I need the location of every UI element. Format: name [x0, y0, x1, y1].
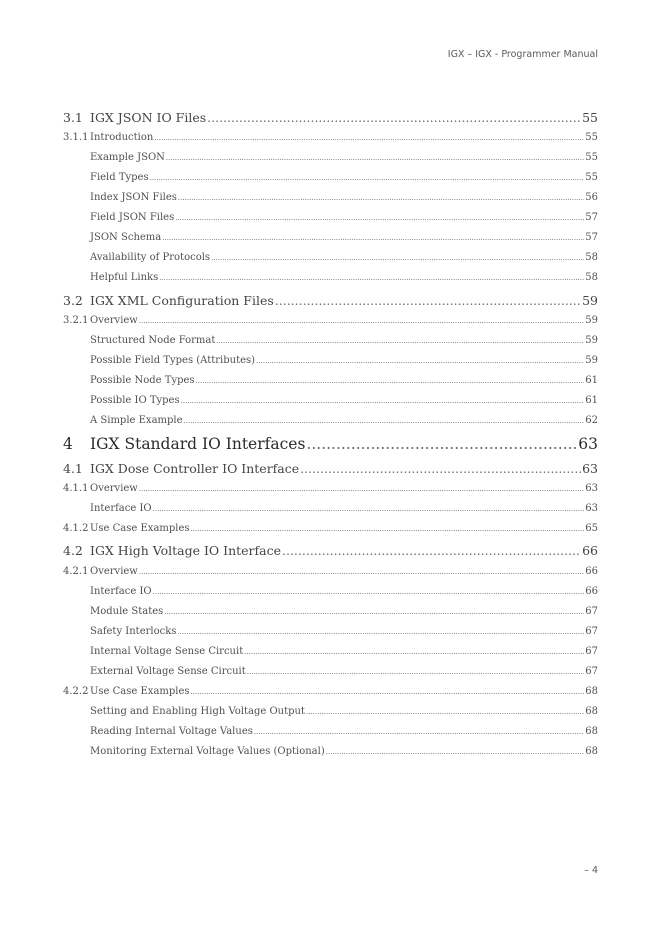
toc-entry-page[interactable]: 59	[585, 335, 598, 346]
dot-leader	[150, 174, 585, 182]
toc-entry-page[interactable]: 66	[582, 543, 598, 558]
dot-leader	[211, 254, 584, 262]
toc-entry-title[interactable]: Helpful Links	[90, 272, 159, 283]
toc-entry-title[interactable]: Field JSON Files	[90, 212, 175, 223]
toc-entry-number: 4	[63, 435, 73, 453]
toc-entry-level4[interactable]	[63, 503, 598, 517]
toc-entry-number: 4.2.2	[63, 686, 89, 697]
toc-entry-page[interactable]: 61	[585, 375, 598, 386]
toc-entry-title[interactable]: Module States	[90, 606, 164, 617]
dot-leader	[306, 435, 577, 453]
dot-leader	[162, 234, 584, 242]
toc-entry-level4[interactable]	[63, 252, 598, 266]
toc-entry-page[interactable]: 63	[585, 483, 598, 494]
dot-leader	[191, 688, 585, 696]
toc-entry-page[interactable]: 56	[585, 192, 598, 203]
toc-entry-number: 4.1.1	[63, 483, 89, 494]
dot-leader	[153, 505, 585, 513]
dot-leader	[153, 588, 585, 596]
toc-entry-title[interactable]: A Simple Example	[90, 415, 183, 426]
toc-entry-title[interactable]: JSON Schema	[90, 232, 162, 243]
toc-entry-title[interactable]: External Voltage Sense Circuit	[90, 666, 246, 677]
toc-entry-page[interactable]: 63	[585, 503, 598, 514]
toc-entry-title[interactable]: Availability of Protocols	[90, 252, 211, 263]
toc-entry-level4[interactable]	[63, 626, 598, 640]
toc-entry-level4[interactable]	[63, 606, 598, 620]
dot-leader	[159, 274, 584, 282]
toc-entry-title[interactable]: Interface IO	[90, 586, 152, 597]
dot-leader	[139, 568, 584, 576]
toc-entry-page[interactable]: 57	[585, 232, 598, 243]
toc-entry-level2[interactable]	[63, 543, 598, 560]
toc-entry-level3[interactable]	[63, 483, 598, 497]
toc-entry-level3[interactable]	[63, 686, 598, 700]
toc-entry-page[interactable]: 62	[585, 415, 598, 426]
toc-entry-level4[interactable]	[63, 335, 598, 349]
toc-entry-level4[interactable]	[63, 746, 598, 760]
dot-leader	[247, 668, 585, 676]
toc-entry-title[interactable]: Reading Internal Voltage Values	[90, 726, 253, 737]
toc-entry-page[interactable]: 63	[578, 435, 598, 453]
dot-leader	[178, 194, 584, 202]
toc-entry-page[interactable]: 59	[585, 355, 598, 366]
toc-entry-title[interactable]: Interface IO	[90, 503, 152, 514]
toc-entry-page[interactable]: 68	[585, 746, 598, 757]
toc-entry-level4[interactable]	[63, 726, 598, 740]
toc-entry-title[interactable]: Index JSON Files	[90, 192, 177, 203]
dot-leader	[300, 461, 581, 476]
dot-leader	[306, 708, 584, 716]
toc-entry-level3[interactable]	[63, 132, 598, 146]
toc-entry-title[interactable]: Overview	[90, 483, 138, 494]
toc-entry-title[interactable]: IGX Dose Controller IO Interface	[90, 461, 300, 476]
toc-entry-level3[interactable]	[63, 315, 598, 329]
dot-leader	[175, 214, 584, 222]
toc-entry-level4[interactable]	[63, 192, 598, 206]
toc-entry-level4[interactable]	[63, 375, 598, 389]
toc-entry-page[interactable]: 66	[585, 566, 598, 577]
toc-entry-title[interactable]: Monitoring External Voltage Values (Optional)	[90, 746, 325, 757]
toc-entry-title[interactable]: Overview	[90, 566, 138, 577]
toc-entry-title[interactable]: Example JSON	[90, 152, 165, 163]
table-of-contents	[63, 0, 598, 936]
dot-leader	[166, 154, 584, 162]
toc-entry-level4[interactable]	[63, 172, 598, 186]
dot-leader	[139, 485, 584, 493]
dot-leader	[244, 648, 584, 656]
toc-entry-title[interactable]: Safety Interlocks	[90, 626, 177, 637]
toc-entry-page[interactable]: 67	[585, 646, 598, 657]
toc-entry-level4[interactable]	[63, 232, 598, 246]
toc-entry-page[interactable]: 66	[585, 586, 598, 597]
toc-entry-title[interactable]: Introduction	[90, 132, 154, 143]
toc-entry-level4[interactable]	[63, 646, 598, 660]
toc-entry-number: 3.2.1	[63, 315, 89, 326]
toc-entry-page[interactable]: 67	[585, 606, 598, 617]
toc-entry-page[interactable]: 65	[585, 523, 598, 534]
page-number: – 4	[584, 865, 598, 876]
dot-leader	[254, 728, 584, 736]
toc-entry-level3[interactable]	[63, 566, 598, 580]
toc-entry-page[interactable]: 59	[582, 293, 598, 308]
toc-entry-page[interactable]: 67	[585, 666, 598, 677]
dot-leader	[139, 317, 584, 325]
dot-leader	[154, 134, 584, 142]
toc-entry-page[interactable]: 59	[585, 315, 598, 326]
toc-entry-number: 3.1	[63, 110, 83, 125]
dot-leader	[282, 543, 581, 558]
toc-entry-title[interactable]: IGX Standard IO Interfaces	[90, 435, 306, 453]
toc-entry-title[interactable]: IGX JSON IO Files	[90, 110, 207, 125]
running-header: IGX – IGX - Programmer Manual	[447, 49, 598, 60]
toc-entry-title[interactable]: Structured Node Format	[90, 335, 216, 346]
toc-entry-title[interactable]: Possible Field Types (Attributes)	[90, 355, 256, 366]
toc-entry-page[interactable]: 55	[585, 132, 598, 143]
toc-entry-level4[interactable]	[63, 415, 598, 429]
toc-entry-title[interactable]: Possible Node Types	[90, 375, 195, 386]
toc-entry-title[interactable]: Overview	[90, 315, 138, 326]
toc-entry-level4[interactable]	[63, 212, 598, 226]
toc-entry-page[interactable]: 68	[585, 706, 598, 717]
toc-entry-title[interactable]: Use Case Examples	[90, 686, 190, 697]
toc-entry-page[interactable]: 61	[585, 395, 598, 406]
toc-entry-title[interactable]: Field Types	[90, 172, 149, 183]
dot-leader	[326, 748, 585, 756]
dot-leader	[207, 110, 581, 125]
toc-entry-level4[interactable]	[63, 355, 598, 369]
toc-entry-page[interactable]: 55	[582, 110, 598, 125]
dot-leader	[181, 397, 585, 405]
toc-entry-level4[interactable]	[63, 666, 598, 680]
toc-entry-title[interactable]: Possible IO Types	[90, 395, 180, 406]
toc-entry-level2[interactable]	[63, 461, 598, 478]
toc-entry-number: 4.1.2	[63, 523, 89, 534]
toc-entry-page[interactable]: 63	[582, 461, 598, 476]
toc-entry-page[interactable]: 55	[585, 152, 598, 163]
dot-leader	[164, 608, 584, 616]
dot-leader	[275, 293, 581, 308]
toc-entry-title[interactable]: Internal Voltage Sense Circuit	[90, 646, 244, 657]
toc-entry-page[interactable]: 67	[585, 626, 598, 637]
toc-entry-level4[interactable]	[63, 152, 598, 166]
toc-entry-level3[interactable]	[63, 523, 598, 537]
toc-entry-level1[interactable]	[63, 435, 598, 455]
toc-entry-level2[interactable]	[63, 293, 598, 310]
toc-entry-number: 4.1	[63, 461, 83, 476]
toc-entry-level4[interactable]	[63, 586, 598, 600]
dot-leader	[256, 357, 584, 365]
toc-entry-title[interactable]: Use Case Examples	[90, 523, 190, 534]
toc-entry-number: 3.2	[63, 293, 83, 308]
dot-leader	[177, 628, 584, 636]
toc-entry-page[interactable]: 57	[585, 212, 598, 223]
dot-leader	[196, 377, 585, 385]
toc-entry-number: 3.1.1	[63, 132, 89, 143]
toc-entry-page[interactable]: 58	[585, 272, 598, 283]
toc-entry-level2[interactable]	[63, 110, 598, 127]
dot-leader	[216, 337, 584, 345]
toc-entry-level4[interactable]	[63, 395, 598, 409]
toc-entry-number: 4.2	[63, 543, 83, 558]
toc-entry-number: 4.2.1	[63, 566, 89, 577]
toc-entry-title[interactable]: IGX XML Configuration Files	[90, 293, 274, 308]
toc-entry-page[interactable]: 68	[585, 726, 598, 737]
toc-entry-level4[interactable]	[63, 272, 598, 286]
toc-entry-page[interactable]: 58	[585, 252, 598, 263]
dot-leader	[184, 417, 585, 425]
toc-entry-page[interactable]: 68	[585, 686, 598, 697]
toc-entry-title[interactable]: Setting and Enabling High Voltage Output	[90, 706, 305, 717]
toc-entry-level4[interactable]	[63, 706, 598, 720]
dot-leader	[191, 525, 585, 533]
toc-entry-title[interactable]: IGX High Voltage IO Interface	[90, 543, 281, 558]
toc-entry-page[interactable]: 55	[585, 172, 598, 183]
